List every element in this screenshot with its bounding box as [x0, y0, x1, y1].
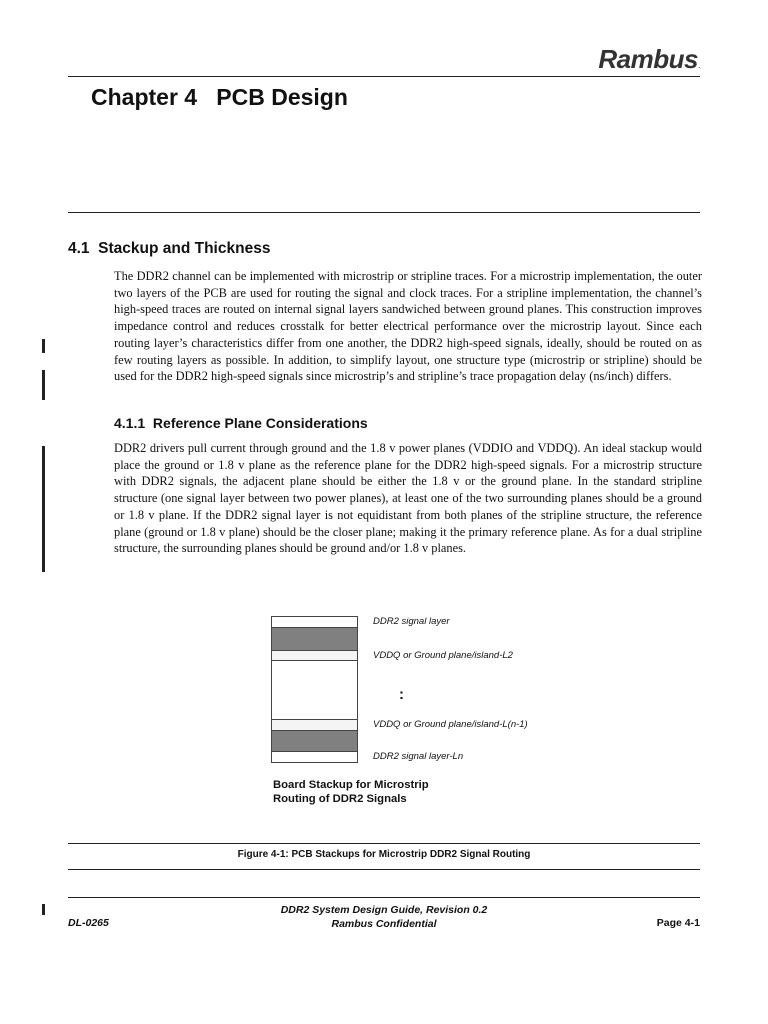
footer-center: [0, 903, 768, 931]
section-heading-4-1-1: 4.1.1 Reference Plane Considerations: [114, 415, 368, 431]
figure-rule-bottom: [68, 869, 700, 870]
footer-doc-title: DDR2 System Design Guide, Revision 0.2: [280, 904, 488, 916]
layer-label-plane-ln1: VDDQ or Ground plane/island-L(n-1): [373, 719, 528, 730]
stack-layer-signal-bottom: [271, 751, 358, 763]
stack-layer-dielectric-bottom: [271, 730, 358, 752]
stack-caption-line1: Board Stackup for Microstrip: [273, 779, 429, 791]
footer-rule: [68, 897, 700, 898]
footer-doc-id: DL-0265: [68, 917, 109, 929]
ellipsis-dots: :: [399, 686, 404, 703]
section-body-4-1: The DDR2 channel can be implemented with microstrip or stripline traces. For a microstrip implementation, the outer two layers of the PCB are used for routing the signal and clock traces. For a stripline implementation, the channel’s high-speed traces are routed on internal signal layers sandwiched between ground planes. This construction improves impedance control and reduces crosstalk for better electrical performance over the microstrip layout. Since each routing layer’s characteristics differ from one another, the DDR2 high-speed signals, ideally, should be routed on as few routing layers as possible. In addition, to simplify layout, one structure type (microstrip or stripline) should be used for the DDR2 high-speed signals since microstrip’s and stripline’s trace propagation delay (ns/inch) differs.: [114, 269, 702, 384]
logo-text: Rambus: [598, 44, 698, 74]
chapter-title: Chapter 4 PCB Design: [91, 84, 348, 110]
footer-confidential: Rambus Confidential: [331, 918, 437, 930]
change-bar: [42, 339, 45, 353]
layer-label-signal-top: DDR2 signal layer: [373, 616, 450, 627]
rambus-logo: [598, 44, 700, 75]
layer-label-signal-bottom: DDR2 signal layer-Ln: [373, 751, 464, 762]
layer-ellipsis: [399, 686, 404, 703]
stack-layer-dielectric-top: [271, 627, 358, 651]
header-rule: [68, 76, 700, 77]
change-bar: [42, 370, 45, 400]
logo-mark: .: [697, 60, 700, 70]
footer-page-number: Page 4-1: [656, 917, 700, 929]
figure-rule-top: [68, 843, 700, 844]
section-body-4-1-1: DDR2 drivers pull current through ground and the 1.8 v power planes (VDDIO and VDDQ). An ideal stackup would place the ground or 1.8 v plane as the reference plane for the DDR2 high-speed signals. For a microstrip structure with DDR2 signals, the adjacent plane should be either the 1.8 v or the ground plane. In the standard stripline structure (one signal layer between two power planes), at least one of the two surrounding planes should be a ground or 1.8 v plane. If the DDR2 signal layer is not equidistant from both planes of the stripline structure, the reference plane (ground or 1.8 v plane) should be the closer plane; making it the primary reference plane. As for a dual stripline structure, the surrounding planes should be ground and/or 1.8 v planes.: [114, 441, 702, 556]
stack-caption: [273, 778, 429, 806]
chapter-rule: [68, 212, 700, 213]
section-heading-4-1: 4.1 Stackup and Thickness: [68, 240, 271, 257]
stack-layer-core: [271, 660, 358, 720]
figure-caption: Figure 4-1: PCB Stackups for Microstrip DDR2 Signal Routing: [237, 849, 531, 860]
change-bar: [42, 446, 45, 572]
stack-caption-line2: Routing of DDR2 Signals: [273, 793, 407, 805]
layer-label-plane-l2: VDDQ or Ground plane/island-L2: [373, 650, 513, 661]
